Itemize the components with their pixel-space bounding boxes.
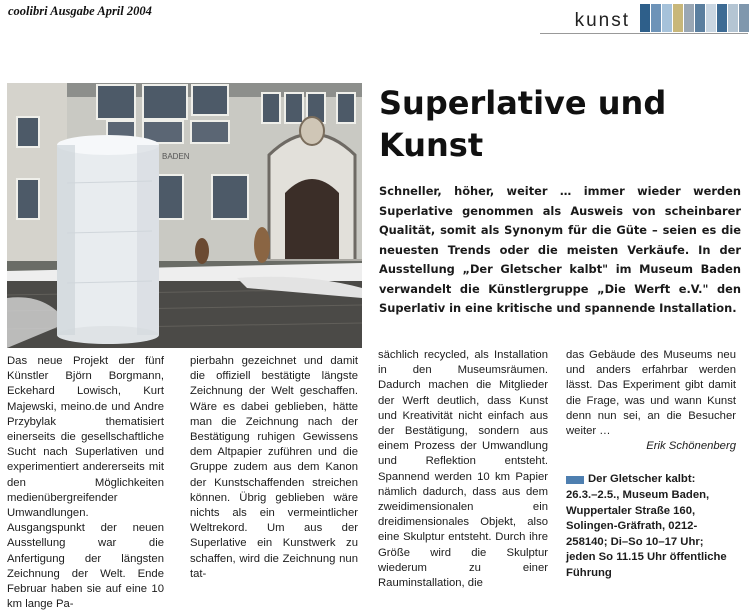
building-sign: BADEN — [162, 152, 190, 161]
article-lead: Schneller, höher, weiter … immer wieder werden Superlative genommen als Ausweis von scheinbarer Qualität, somit als Synonym für die Güte – seien es die neuesten Trends oder die meisten Verkäufe. In der Ausstellung „Der Gletscher kalbt" im Museum Baden verwandelt die Künstlergruppe „Die Werft e.V." den Superlativ in eine kritische und spannende Installation. — [379, 184, 741, 315]
body-text-4: das Gebäude des Museums neu und anders erfahrbar werden lässt. Das Experiment gibt damit die Frage, was und wann Kunst denn nun sei, an die Besucher weiter … — [566, 349, 736, 438]
body-column-3 — [378, 348, 548, 591]
rubric-swatch-2 — [651, 4, 661, 32]
rubric-swatch-4 — [673, 4, 683, 32]
museum-photo-illustration — [7, 83, 362, 348]
exhibition-details: 26.3.–2.5., Museum Baden, Wuppertaler Straße 160, Solingen-Gräfrath, 0212-258140; Di–So 10–17 Uhr; jeden So 11.15 Uhr öffentliche Führung — [566, 489, 727, 579]
rubric-label: kunst — [574, 10, 630, 31]
rubric-color-bar — [640, 4, 750, 32]
rubric-swatch-7 — [706, 4, 716, 32]
header-rule — [540, 33, 748, 34]
body-column-4 — [566, 348, 736, 582]
body-column-2 — [190, 354, 358, 582]
body-column-1 — [7, 354, 164, 612]
rubric-swatch-5 — [684, 4, 694, 32]
info-marker-icon — [566, 476, 584, 484]
article-photo — [7, 83, 362, 348]
rubric-swatch-1 — [640, 4, 650, 32]
body-text-1: Das neue Projekt der fünf Künstler Björn Borgmann, Eckehard Lowisch, Kurt Majewski, meino.de und Andre Przybylak thematisiert einerseits die gesellschaftliche Sucht nach Superlativen und experimentiert andererseits mit den Möglichkeiten medienübergreifender Umwandlungen. Ausgangspunkt der neuen Ausstellung war die Anfertigung der längsten Zeichnung der Welt. Ende Februar haben sie auf eine 10 km lange Pa- — [7, 355, 164, 611]
source-line: coolibri Ausgabe April 2004 — [8, 4, 152, 18]
rubric-swatch-3 — [662, 4, 672, 32]
rubric-swatch-6 — [695, 4, 705, 32]
rubric-swatch-8 — [717, 4, 727, 32]
rubric-swatch-9 — [728, 4, 738, 32]
body-text-3: sächlich recycled, als Installation in den Museumsräumen. Dadurch machen die Mitglieder der Werft deutlich, dass Kunst und Kreativität nicht einfach aus der Bestätigung, sondern aus einem Prozess der Umwandlung und Reflektion entsteht. Spannend werden 10 km Papier nämlich dadurch, dass aus dem zweidimensionalen ein dreidimensionales Objekt, also eine Skulptur entsteht. Durch ihre Größe wird die Skulptur wiederum zu einer Rauminstallation, die — [378, 349, 548, 590]
exhibition-title: Der Gletscher kalbt: — [588, 473, 696, 486]
rubric-header — [575, 2, 750, 34]
article-headline — [379, 82, 739, 166]
body-text-2: pierbahn gezeichnet und damit die offiziell bestätigte längste Zeichnung der Welt geschaffen. Wäre es dabei geblieben, hätte man die Zeichnung nach der Bestätigung ruhigen Gewissens dem Altpapier zuführen und die Gruppe zudem aus dem Kanon der Kunstschaffenden streichen können. Übrig geblieben wäre nichts als ein vermeintlicher Weltrekord. Um aus der Superlative ein Kunstwerk zu schaffen, wird die Zeichnung nun tat- — [190, 355, 358, 580]
rubric-swatch-10 — [739, 4, 749, 32]
author-byline: Erik Schönenberg — [646, 440, 736, 453]
headline-line-2: Kunst — [379, 126, 484, 164]
headline-line-1: Superlative und — [379, 84, 667, 122]
exhibition-info-box — [566, 472, 736, 581]
